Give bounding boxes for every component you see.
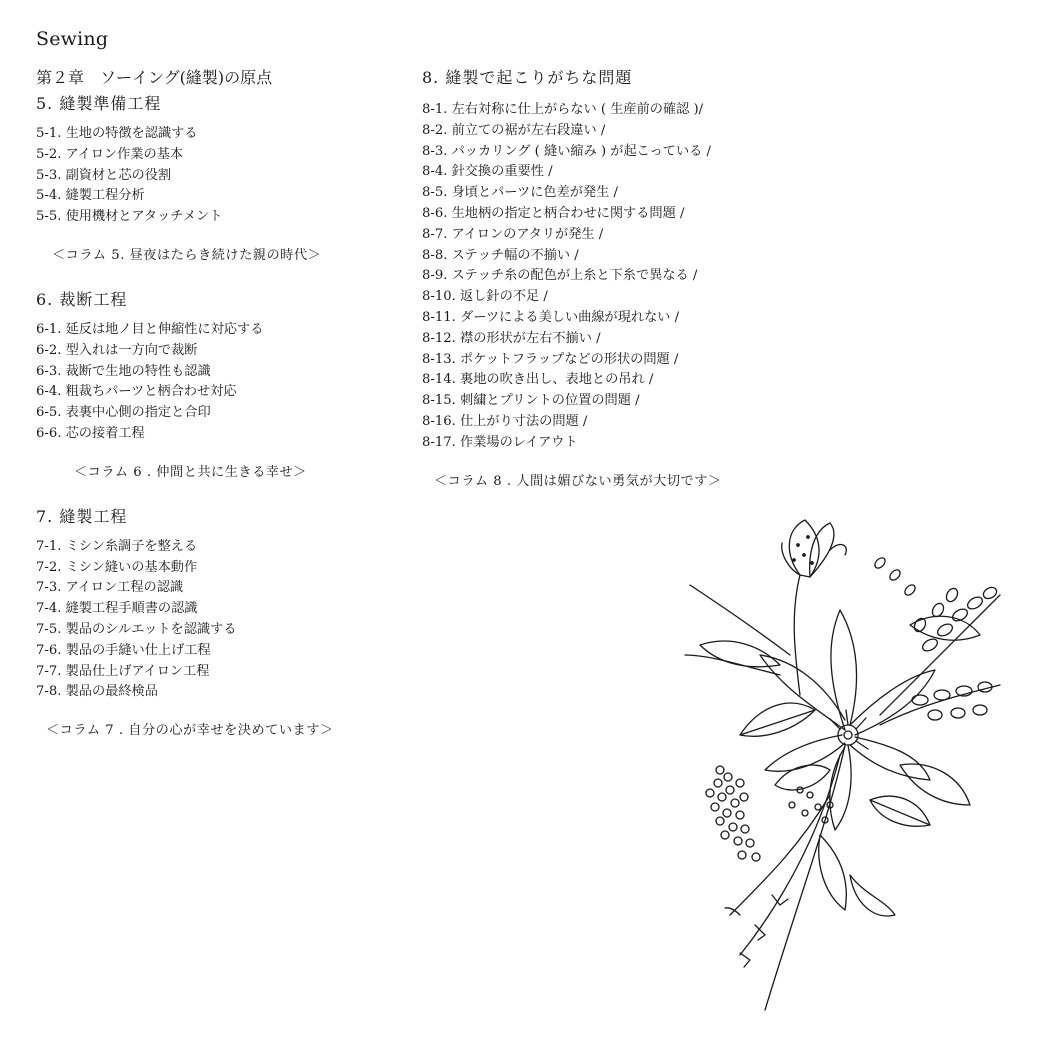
section-5 [36, 94, 406, 266]
list-item: 5-3. 副資材と芯の役割 [36, 167, 172, 183]
list-item: 6-5. 表裏中心側の指定と合印 [36, 405, 211, 421]
list-item: 8-1. 左右対称に仕上がらない ( 生産前の確認 )/ [422, 102, 704, 117]
list-item: 7-5. 製品のシルエットを認識する [36, 621, 237, 637]
list-item: 6-2. 型入れは一方向で裁断 [36, 342, 198, 358]
section-7 [36, 507, 406, 741]
list-item: 6-6. 芯の接着工程 [36, 425, 145, 441]
list-item: 7-7. 製品仕上げアイロン工程 [36, 663, 210, 679]
list-item: 8-2. 前立ての裾が左右段違い / [422, 122, 606, 138]
list-item: 7-4. 縫製工程手順書の認識 [36, 601, 198, 617]
list-item: 8-16. 仕上がり寸法の問題 / [422, 413, 588, 429]
column-note: ＜コラム 5. 昼夜はたらき続けた親の時代＞ [52, 247, 322, 263]
list-item: 5-4. 縫製工程分析 [36, 188, 145, 204]
list-item: 7-1. ミシン糸調子を整える [36, 538, 198, 554]
list-item: 5-1. 生地の特徴を認識する [36, 126, 198, 141]
list-item: 7-3. アイロン工程の認識 [36, 580, 184, 596]
section-heading: 8. 縫製で起こりがちな問題 [422, 68, 633, 87]
list-item: 8-13. ポケットフラップなどの形状の問題 / [422, 351, 679, 367]
list-item: 6-1. 延反は地ノ目と伸縮性に対応する [36, 321, 264, 337]
list-item: 8-9. ステッチ糸の配色が上糸と下糸で異なる / [422, 268, 698, 284]
list-item: 5-5. 使用機材とアタッチメント [36, 209, 223, 225]
list-item: 8-7. アイロンのアタリが発生 / [422, 226, 604, 242]
list-item: 8-6. 生地柄の指定と柄合わせに関する問題 / [422, 205, 685, 221]
list-item: 8-4. 針交換の重要性 / [422, 164, 553, 180]
right-column [422, 68, 782, 492]
list-item: 5-2. アイロン作業の基本 [36, 146, 184, 162]
section-heading: 6. 裁断工程 [36, 289, 128, 309]
list-item: 7-2. ミシン縫いの基本動作 [36, 559, 198, 575]
list-item: 8-10. 返し針の不足 / [422, 289, 548, 305]
site-title: Sewing [36, 28, 109, 50]
list-item: 8-5. 身頃とパーツに色差が発生 / [422, 185, 618, 201]
section-6 [36, 290, 406, 483]
list-item: 8-12. 襟の形状が左右不揃い / [422, 330, 601, 346]
flower-bouquet-illustration-icon [680, 515, 1010, 1015]
list-item: 7-6. 製品の手縫い仕上げ工程 [36, 642, 211, 658]
list-item: 6-3. 裁断で生地の特性も認識 [36, 363, 211, 379]
column-note: ＜コラム 8 . 人間は媚びない勇気が大切です＞ [434, 473, 722, 489]
list-item: 8-17. 作業場のレイアウト [422, 434, 578, 450]
column-note: ＜コラム 6 . 仲間と共に生きる幸せ＞ [74, 464, 307, 480]
list-item: 8-11. ダーツによる美しい曲線が現れない / [422, 309, 680, 325]
left-column [36, 68, 406, 741]
chapter-heading: 第２章 ソーイング(縫製)の原点 [36, 68, 273, 87]
list-item: 8-14. 裏地の吹き出し、表地との吊れ / [422, 372, 654, 388]
section-heading: 5. 縫製準備工程 [36, 94, 162, 113]
list-item: 8-15. 刺繍とプリントの位置の問題 / [422, 393, 640, 409]
list-item: 8-3. パッカリング ( 縫い縮み ) が起こっている / [422, 143, 711, 159]
column-note: ＜コラム 7 . 自分の心が幸せを決めています＞ [46, 723, 334, 739]
section-heading: 7. 縫製工程 [36, 506, 128, 526]
list-item: 7-8. 製品の最終検品 [36, 684, 158, 700]
list-item: 6-4. 粗裁ちパーツと柄合わせ対応 [36, 384, 237, 400]
list-item: 8-8. ステッチ幅の不揃い / [422, 247, 579, 263]
